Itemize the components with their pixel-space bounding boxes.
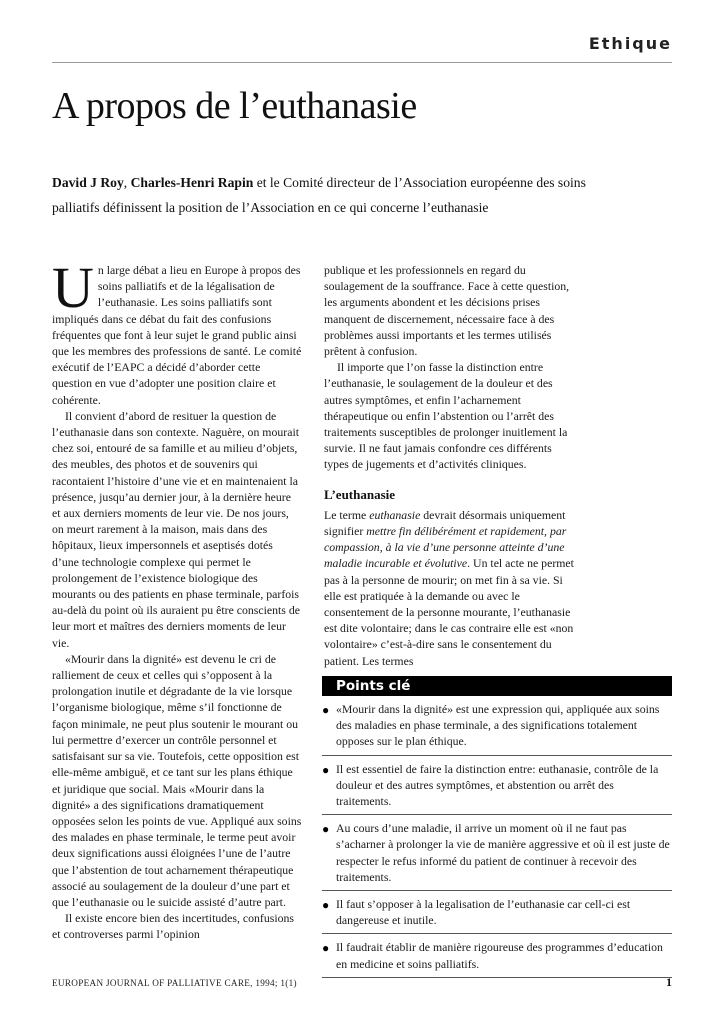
- intro-text: et le Comité directeur de l’Association européenne des soins palliatifs définissent la position de l’Association en ce qui concerne l’euthanasie: [52, 175, 586, 215]
- key-point-item: [322, 696, 672, 756]
- key-point-text: Il est essentiel de faire la distinction entre: euthanasie, contrôle de la douleur et des autres symptômes, et abstention ou arrêt des traitements.: [336, 761, 659, 809]
- key-points-box: [322, 676, 672, 978]
- body-paragraph: publique et les professionnels en regard du soulagement de la souffrance. Face à cette question, les arguments abondent et les décisions prises manquent de discernement, nécessaire face à des problèmes aussi importants et les termes utilisés prêtent à confusion.: [324, 263, 570, 359]
- key-points-heading: Points clé: [322, 676, 672, 696]
- key-point-item: [322, 934, 672, 977]
- body-text: Le terme: [324, 507, 370, 522]
- body-paragraph: «Mourir dans la dignité» est devenu le cri de ralliement de ceux et celles qui s’opposent à la prolongation inutile et dégradante de la vie lorsque l’organisme biologique, même s’il fonctionne de façon minimale, ne peut plus soutenir le mourant ou lui permettre d’exercer un contrôle personnel et satisfaisant sur sa vie. Toutefois, cette opposition est elle-même ambiguë, et ce tant sur les plans éthique et juridique que social. Mais «Mourir dans la dignité» a des significations dramatiquement opposées selon les points de vue. Appliqué aux soins des malades en phase terminale, le terme peut avoir deux significations aussi éloignées l’une de l’autre que l’abstention de tout acharnement thérapeutique associé au soulagement de la douleur d’une part et que l’euthanasie ou le suicide assisté d’autre part.: [52, 651, 302, 909]
- key-point-text: Il faut s’opposer à la legalisation de l’euthanasie car cell-ci est dangereuse et inutile.: [336, 897, 631, 928]
- key-point-text: «Mourir dans la dignité» est une expression qui, appliquée aux soins des maladies en phase terminale, a des significations totalement opposes sur le plan éthique.: [336, 702, 660, 749]
- author-name: Charles-Henri Rapin: [130, 175, 254, 190]
- key-point-item: [322, 891, 672, 934]
- article-title: A propos de l’euthanasie: [52, 85, 417, 127]
- bullet-icon: ●: [322, 703, 330, 717]
- body-paragraph: [52, 255, 302, 408]
- page-number: 1: [666, 975, 672, 989]
- key-point-item: [322, 756, 672, 816]
- author-separator: ,: [123, 175, 131, 190]
- author-name: David J Roy: [52, 175, 124, 190]
- bullet-icon: ●: [322, 762, 330, 777]
- body-column-right: [324, 262, 574, 669]
- section-heading: L’euthanasie: [324, 486, 396, 502]
- header-rule: [52, 62, 672, 63]
- body-paragraph: [324, 507, 574, 669]
- body-text: . Un tel acte ne permet pas à la personne de mourir; on met fin à sa vie. Si elle est pratiquée à la demande ou avec le consentement de la personne mourante, l’euthanasie est dite volontaire; dans le cas contraire elle est «non volontaire» c’est-à-dire sans le consentement du patient. Les termes: [324, 556, 574, 668]
- key-point-item: [322, 815, 672, 891]
- article-intro: [52, 170, 612, 220]
- drop-cap: U: [52, 255, 94, 320]
- definition-emphasis: mettre fin délibérément et rapidement, par compassion, à la vie d’une personne atteinte d’une maladie incurable et évolutive: [324, 524, 567, 571]
- bullet-icon: ●: [322, 822, 330, 837]
- section-label: Ethique: [588, 34, 672, 53]
- key-point-text: Au cours d’une maladie, il arrive un moment où il ne faut pas s’acharner à prolonger la vie de manière aggressive et où il est juste de respecter le refus informé du patient de continuer à recevoir des traitements.: [336, 821, 670, 884]
- body-text: n large débat a lieu en Europe à propos des soins palliatifs et de la légalisation de l’euthanasie. Les soins palliatifs sont impliqués dans ce débat du fait des confusions fréquentes que font à leur sujet le grand public ainsi que les membres des professions de santé. Le comité exécutif de l’EAPC a décidé d’aborder cette question en vue d’adopter une position claire et cohérente.: [52, 263, 302, 407]
- bullet-icon: ●: [322, 941, 330, 956]
- bullet-icon: ●: [322, 898, 330, 913]
- body-column-left: [52, 255, 302, 943]
- body-paragraph: Il importe que l’on fasse la distinction entre l’euthanasie, le soulagement de la douleur et des autres symptômes, et enfin l’acharnement thérapeutique ou enfin l’abstention ou l’arrêt des traitements susceptibles de prolonger inuitlement la survie. Il ne faut jamais confondre ces différents types de jugements et d’activités cliniques.: [324, 360, 568, 472]
- key-point-text: Il faudrait établir de manière rigoureuse des programmes d’education en medicine et soins palliatifs.: [336, 940, 663, 971]
- body-paragraph: Il convient d’abord de resituer la question de l’euthanasie dans son contexte. Naguère, on mourait chez soi, entouré de sa famille et au milieu d’objets, des meubles, des photos et de souvenirs qui racontaient l’histoire d’une vie et en maintenaient la présence, jusqu’au dernier jour, à la dernière heure et aux derniers moments de leur vie. De nos jours, on meurt rarement à la maison, mais dans des hôpitaux, lieux impersonnels et aseptisés dotés d’une technologie complexe qui permet le prolongement de l’existence biologique des mourants ou des patients en phase terminale, parfois au-delà du point où ils auraient pu être conscients de leur mort et maîtres des derniers moments de leur vie.: [52, 408, 300, 650]
- term-emphasis: euthanasie: [369, 507, 421, 522]
- journal-citation: EUROPEAN JOURNAL OF PALLIATIVE CARE, 1994; 1(1): [52, 978, 297, 988]
- body-paragraph: Il existe encore bien des incertitudes, confusions et controverses parmi l’opinion: [52, 911, 294, 942]
- body-text: devrait désormais uniquement signifier: [324, 507, 566, 539]
